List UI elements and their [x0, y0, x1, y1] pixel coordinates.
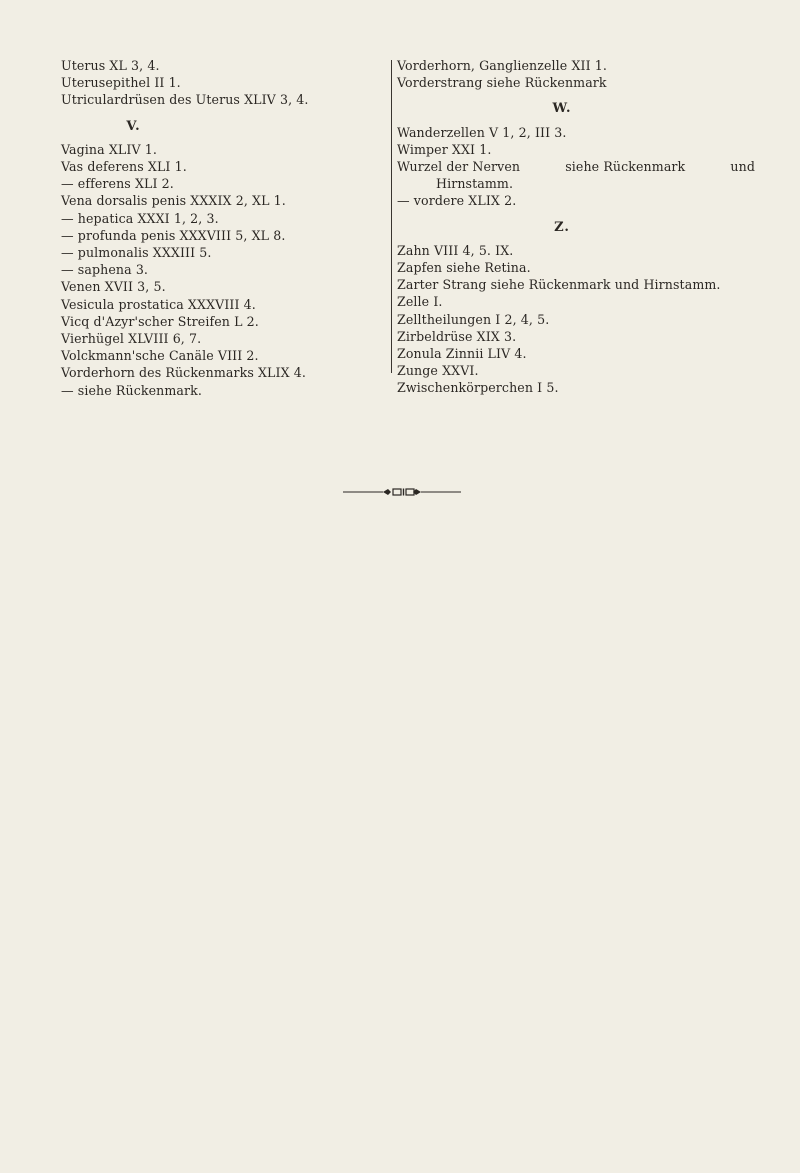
wurzel-part: und [730, 159, 755, 175]
index-entry: Wimper XXI 1. [397, 141, 492, 157]
index-entry: Zarter Strang siehe Rückenmark und Hirnstamm. [397, 277, 721, 293]
index-subentry: — pulmonalis XXXIII 5. [61, 245, 212, 261]
index-entry: Venen XVII 3, 5. [61, 279, 166, 295]
index-entry: Volckmann'sche Canäle VIII 2. [61, 348, 259, 364]
index-entry: Vorderstrang siehe Rückenmark [397, 75, 607, 91]
index-entry: Zunge XXVI. [397, 363, 479, 379]
index-entry: Zwischenkörperchen I 5. [397, 380, 559, 396]
end-ornament-icon [343, 486, 461, 498]
section-letter-w: W. [552, 101, 572, 117]
index-subentry: — efferens XLI 2. [61, 176, 174, 192]
index-entry-wurzel [397, 158, 755, 175]
wurzel-part: Wurzel der Nerven [397, 159, 521, 175]
index-entry: Vagina XLIV 1. [61, 141, 157, 157]
index-entry: Vesicula prostatica XXXVIII 4. [61, 296, 256, 312]
index-entry: Wanderzellen V 1, 2, III 3. [397, 124, 567, 140]
section-letter-z: Z. [554, 219, 570, 235]
index-entry: Zonula Zinnii LIV 4. [397, 346, 527, 362]
index-entry: Zapfen siehe Retina. [397, 260, 531, 276]
section-letter-v: V. [126, 118, 141, 134]
index-entry: Zirbeldrüse XIX 3. [397, 328, 517, 344]
index-entry-continuation: Hirnstamm. [436, 176, 514, 192]
index-entry: Zahn VIII 4, 5. IX. [397, 242, 514, 258]
index-entry: Utriculardrüsen des Uterus XLIV 3, 4. [61, 92, 309, 108]
index-entry: Zelltheilungen I 2, 4, 5. [397, 311, 550, 327]
right-column [397, 57, 772, 397]
index-entry: Vas deferens XLI 1. [61, 159, 187, 175]
index-entry: Uterusepithel II 1. [61, 75, 181, 91]
index-subentry: — profunda penis XXXVIII 5, XL 8. [61, 227, 286, 243]
index-entry: Vierhügel XLVIII 6, 7. [61, 331, 202, 347]
column-divider [391, 60, 392, 373]
wurzel-part: siehe Rückenmark [565, 159, 686, 175]
index-entry: Vena dorsalis penis XXXIX 2, XL 1. [61, 193, 286, 209]
index-entry: Vicq d'Azyr'scher Streifen L 2. [61, 313, 259, 329]
index-entry: Zelle I. [397, 294, 443, 310]
index-subentry: — siehe Rückenmark. [61, 382, 202, 398]
index-entry: Uterus XL 3, 4. [61, 58, 160, 73]
index-entry: Vorderhorn, Ganglienzelle XII 1. [397, 58, 607, 73]
index-entry: Vorderhorn des Rückenmarks XLIX 4. [61, 365, 306, 381]
index-subentry: — saphena 3. [61, 262, 149, 278]
left-column [61, 57, 381, 399]
index-subentry: — hepatica XXXI 1, 2, 3. [61, 210, 219, 226]
index-subentry: — vordere XLIX 2. [397, 193, 517, 209]
